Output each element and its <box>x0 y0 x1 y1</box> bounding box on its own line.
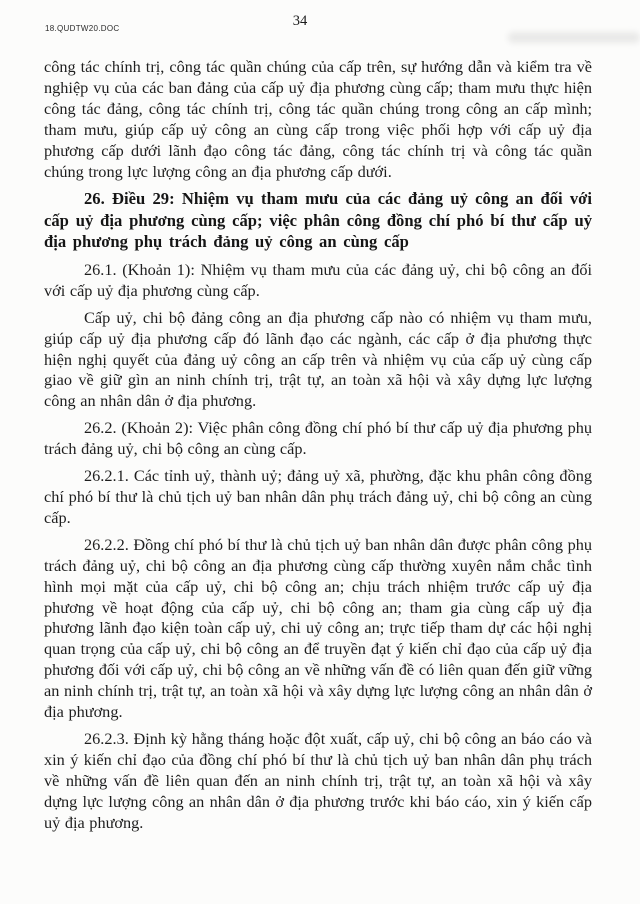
paragraph-continuation: công tác chính trị, công tác quần chúng của cấp trên, sự hướng dẫn và kiểm tra về nghiệp vụ của các ban đảng của cấp uỷ địa phương cùng cấp; tham mưu thực hiện công tác đảng, công tác chính trị, công tác quần chúng trong công an cấp mình; tham mưu, giúp cấp uỷ công an cùng cấp trong việc phối hợp với cấp uỷ địa phương cấp dưới lãnh đạo công tác đảng, công tác chính trị và công tác quần chúng trong lực lượng công an địa phương cấp dưới. <box>44 57 592 181</box>
paragraph-26-1: 26.1. (Khoản 1): Nhiệm vụ tham mưu của các đảng uỷ, chi bộ công an đối với cấp uỷ địa phương cùng cấp. <box>44 259 592 300</box>
document-body <box>44 57 592 840</box>
scan-artifact-smudge <box>508 32 640 43</box>
paragraph-26-2-1: 26.2.1. Các tỉnh uỷ, thành uỷ; đảng uỷ xã, phường, đặc khu phân công đồng chí phó bí thư là chủ tịch uỷ ban nhân dân phụ trách đảng uỷ, chi bộ công an cùng cấp. <box>44 466 592 527</box>
paragraph-26-1-body: Cấp uỷ, chi bộ đảng công an địa phương cấp nào có nhiệm vụ tham mưu, giúp cấp uỷ địa phương cấp đó lãnh đạo các ngành, các cấp ở địa phương thực hiện nghị quyết của đảng uỷ công an cấp trên và nhiệm vụ của cấp uỷ cùng cấp giao về giữ gìn an ninh chính trị, trật tự, an toàn xã hội và xây dựng lực lượng công an nhân dân ở địa phương. <box>44 307 592 411</box>
page-number: 34 <box>292 13 308 29</box>
document-filename-label: 18.QUDTW20.DOC <box>45 24 120 33</box>
paragraph-26-2: 26.2. (Khoản 2): Việc phân công đồng chí phó bí thư cấp uỷ địa phương phụ trách đảng uỷ, chi bộ công an cùng cấp. <box>44 418 592 459</box>
paragraph-26-2-3: 26.2.3. Định kỳ hằng tháng hoặc đột xuất, cấp uỷ, chi bộ công an báo cáo và xin ý kiến chỉ đạo của đồng chí phó bí thư là chủ tịch uỷ ban nhân dân phụ trách về những vấn đề liên quan đến an ninh chính trị, trật tự, an toàn xã hội và xây dựng lực lượng công an nhân dân ở địa phương trước khi báo cáo, xin ý kiến cấp uỷ địa phương. <box>44 728 592 832</box>
paragraph-26-2-2: 26.2.2. Đồng chí phó bí thư là chủ tịch uỷ ban nhân dân được phân công phụ trách đảng uỷ, chi bộ công an địa phương cùng cấp thường xuyên nắm chắc tình hình mọi mặt của cấp uỷ, chi bộ công an; chịu trách nhiệm trước cấp uỷ địa phương về hoạt động của cấp uỷ, chi bộ công an; tham gia cùng cấp uỷ địa phương lãnh đạo kiện toàn cấp uỷ, chi uỷ công an; trực tiếp tham dự các hội nghị quan trọng của cấp uỷ, chi bộ công an để truyền đạt ý kiến chỉ đạo của cấp uỷ địa phương đối với cấp uỷ, chi bộ công an về những vấn đề có liên quan đến giữ vững an ninh chính trị, trật tự, an toàn xã hội và xây dựng lực lượng công an nhân dân ở địa phương. <box>44 534 592 722</box>
section-heading-dieu-29: 26. Điều 29: Nhiệm vụ tham mưu của các đảng uỷ công an đối với cấp uỷ địa phương cùng cấp; việc phân công đồng chí phó bí thư cấp uỷ địa phương phụ trách đảng uỷ công an cùng cấp <box>44 189 592 252</box>
